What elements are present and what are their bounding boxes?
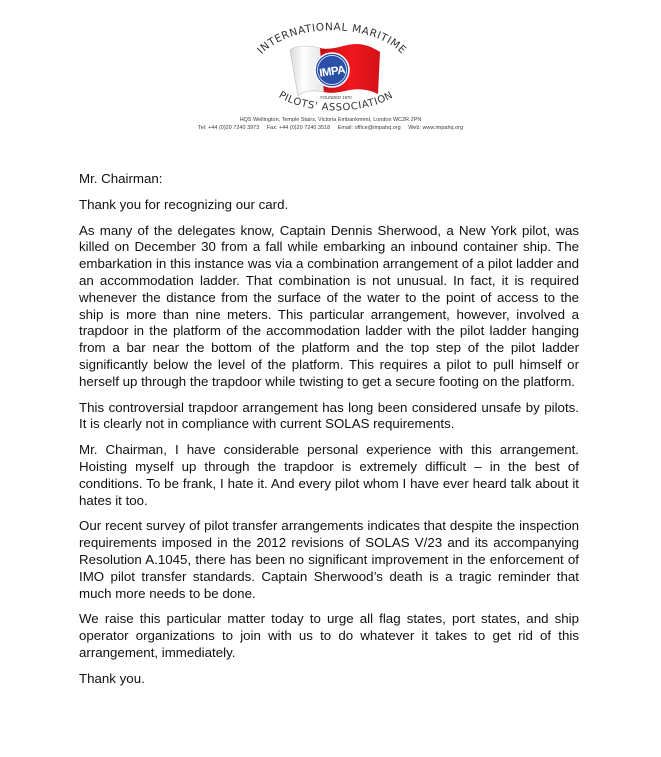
impa-logo — [232, 14, 432, 118]
address-line — [0, 117, 661, 123]
paragraph: As many of the delegates know, Captain Dennis Sherwood, a New York pilot, was killed on December 30 from a fall while embarking an inbound container ship. The embarkation in this instance was via a combination arrangement of a pilot ladder and an accommodation ladder. That combination is not unusual. In fact, it is required whenever the distance from the surface of the water to the point of access to the ship is more than nine meters. This particular arrangement, however, involved a trapdoor in the platform of the accommodation ladder with the pilot ladder hanging from a bar near the bottom of the platform and the top step of the pilot ladder significantly below the level of the platform. This requires a pilot to pull himself or herself up through the trapdoor while twisting to get a secure footing on the platform. — [79, 222, 579, 389]
telephone: Tel: +44 (0)20 7240 3973 — [197, 125, 260, 131]
paragraph: Thank you for recognizing our card. — [79, 196, 289, 212]
website-link[interactable]: Web: www.impahq.org — [408, 125, 464, 131]
contact-line — [0, 125, 661, 131]
letterhead — [0, 0, 661, 140]
emblem-initials: IMPA — [318, 64, 346, 80]
impa-emblem — [315, 53, 349, 87]
email-link[interactable]: Email: office@impahq.org — [337, 125, 401, 131]
paragraph: Our recent survey of pilot transfer arrangements indicates that despite the inspection requirements imposed in the 2012 revisions of SOLAS V/23 and its accompanying Resolution A.1045, there has been no significant improvement in the enforcement of IMO pilot transfer standards. Captain Sherwood’s death is a tragic reminder that much more needs to be done. — [79, 518, 579, 601]
fax: Fax: +44 (0)20 7240 3518 — [266, 125, 331, 131]
closing: Thank you. — [79, 670, 145, 686]
salutation: Mr. Chairman: — [79, 171, 163, 186]
postal-address: HQS Wellington, Temple Stairs, Victoria Embankment, London WC2R 2PN — [239, 117, 422, 123]
org-name-bottom: PILOTS' ASSOCIATION — [276, 89, 396, 114]
paragraph: Mr. Chairman, I have considerable personal experience with this arrangement. Hoisting myself up through the trapdoor is extremely difficult – in the best of conditions. To be frank, I hate it. And every pilot whom I have ever heard talk about it hates it too. — [79, 442, 579, 508]
letter-body — [79, 171, 579, 697]
founded-label: FOUNDED 1970 — [320, 95, 352, 100]
paragraph: This controversial trapdoor arrangement has long been considered unsafe by pilots. It is clearly not in compliance with current SOLAS requirements. — [79, 399, 579, 432]
org-name-top: INTERNATIONAL MARITIME — [255, 21, 409, 57]
paragraph: We raise this particular matter today to urge all flag states, port states, and ship operator organizations to join with us to do whatever it takes to get rid of this arrangement, immediately. — [79, 611, 579, 660]
